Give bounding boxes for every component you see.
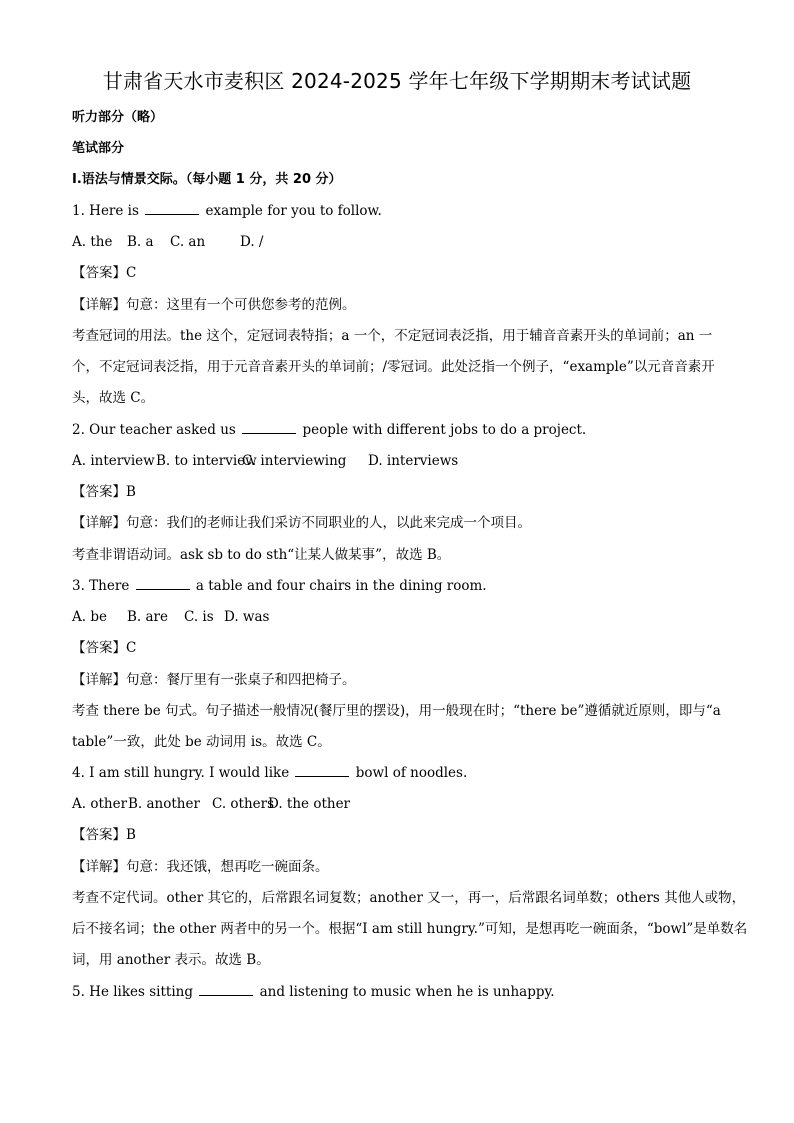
section-written: 笔试部分 — [72, 141, 125, 156]
option-b: B. are — [127, 609, 168, 625]
answer-blank — [199, 982, 253, 996]
option-c: C. others — [212, 796, 275, 812]
option-d: D. was — [224, 609, 270, 625]
question-5-stem-after: and listening to music when he is unhappy. — [259, 984, 555, 1000]
question-4-meaning: 【详解】句意：我还饿，想再吃一碗面条。 — [72, 859, 329, 875]
question-5-stem — [72, 982, 732, 1002]
question-1-meaning: 【详解】句意：这里有一个可供您参考的范例。 — [72, 297, 356, 313]
question-3-options — [72, 607, 732, 627]
option-d: D. interviews — [368, 453, 459, 469]
option-c: C. is — [184, 609, 214, 625]
question-4-stem-before: 4. I am still hungry. I would like — [72, 765, 290, 781]
section-listening: 听力部分（略） — [72, 110, 164, 125]
question-4-explanation-line: 考查不定代词。other 其它的，后常跟名词复数；another 又一，再一，后常跟名词单数；others 其他人或物， — [72, 890, 746, 906]
option-c: C. interviewing — [242, 453, 347, 469]
question-3-meaning: 【详解】句意：餐厅里有一张桌子和四把椅子。 — [72, 672, 356, 688]
question-2-answer: 【答案】B — [72, 484, 136, 500]
question-1-explanation-line: 头，故选 C。 — [72, 390, 155, 406]
question-4-answer: 【答案】B — [72, 827, 136, 843]
option-b: B. another — [128, 796, 200, 812]
question-1-stem-before: 1. Here is — [72, 203, 139, 219]
answer-blank — [295, 763, 349, 777]
answer-blank — [136, 576, 190, 590]
question-3-explanation-line: 考查 there be 句式。句子描述一般情况(餐厅里的摆设)，用一般现在时；“there be”遵循就近原则，即与“a — [72, 703, 721, 719]
question-3-explanation-line: table”一致，此处 be 动词用 is。故选 C。 — [72, 734, 331, 750]
question-1-answer: 【答案】C — [72, 265, 137, 281]
option-b: B. to interview — [156, 453, 257, 469]
question-4-stem-after: bowl of noodles. — [355, 765, 468, 781]
option-a: A. the — [72, 234, 113, 250]
question-5-stem-before: 5. He likes sitting — [72, 984, 193, 1000]
question-4-explanation-line: 词，用 another 表示。故选 B。 — [72, 952, 270, 968]
question-2-options — [72, 451, 732, 471]
option-d: D. / — [240, 234, 264, 250]
answer-blank — [242, 420, 296, 434]
question-1-stem — [72, 201, 732, 221]
question-3-answer: 【答案】C — [72, 640, 137, 656]
option-a: A. other — [72, 796, 128, 812]
question-3-stem-after: a table and four chairs in the dining room. — [195, 578, 487, 594]
question-1-explanation-line: 个，不定冠词表泛指，用于元音音素开头的单词前；/零冠词。此处泛指一个例子，“example”以元音音素开 — [72, 359, 715, 375]
question-1-stem-after: example for you to follow. — [205, 203, 382, 219]
question-4-options — [72, 794, 732, 814]
question-1-explanation-line: 考查冠词的用法。the 这个，定冠词表特指；a 一个，不定冠词表泛指，用于辅音音素开头的单词前；an 一 — [72, 328, 713, 344]
question-2-meaning: 【详解】句意：我们的老师让我们采访不同职业的人，以此来完成一个项目。 — [72, 515, 531, 531]
question-4-stem — [72, 763, 732, 783]
question-2-stem-after: people with different jobs to do a project. — [302, 422, 587, 438]
option-a: A. be — [72, 609, 107, 625]
option-d: D. the other — [268, 796, 351, 812]
question-3-stem-before: 3. There — [72, 578, 130, 594]
question-1-options — [72, 232, 732, 252]
answer-blank — [145, 201, 199, 215]
page-title: 甘肃省天水市麦积区 2024-2025 学年七年级下学期期末考试试题 — [102, 69, 692, 93]
option-c: C. an — [170, 234, 206, 250]
question-2-stem — [72, 420, 732, 440]
question-3-stem — [72, 576, 732, 596]
part1-heading: Ⅰ.语法与情景交际。（每小题 1 分，共 20 分） — [72, 172, 342, 187]
question-4-explanation-line: 后不接名词；the other 两者中的另一个。根据“I am still hungry.”可知，是想再吃一碗面条，“bowl”是单数名 — [72, 921, 748, 937]
option-a: A. interview — [72, 453, 155, 469]
question-2-explanation-line: 考查非谓语动词。ask sb to do sth“让某人做某事”，故选 B。 — [72, 547, 451, 563]
option-b: B. a — [127, 234, 154, 250]
question-2-stem-before: 2. Our teacher asked us — [72, 422, 236, 438]
